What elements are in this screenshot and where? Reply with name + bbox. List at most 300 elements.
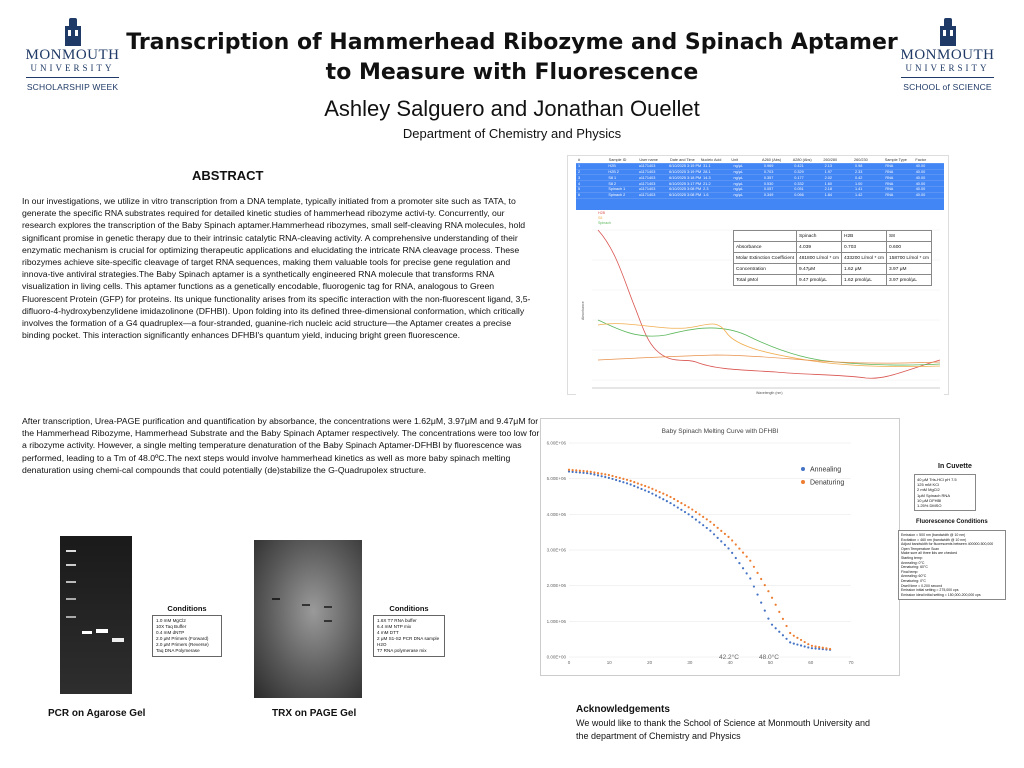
logo-subtitle: SCHOOL of SCIENCE: [903, 82, 992, 92]
sample-table-cell: 6: [578, 193, 581, 198]
denaturing-point: [709, 521, 711, 523]
table-row: [734, 253, 932, 264]
agarose-gel-image: [60, 536, 132, 694]
concentration-table-wrapper: [733, 230, 932, 286]
fluor-line: Starting temp:: [901, 555, 923, 560]
sample-table-cell: H2B: [608, 164, 616, 169]
table-cell: 9.47μM: [797, 264, 842, 275]
denaturing-point: [604, 473, 606, 475]
conditions-box: [373, 615, 445, 657]
col-header: Sample ID: [608, 158, 627, 163]
spectrum-xlabel: Wavelength (nm): [756, 391, 783, 395]
annealing-point: [731, 552, 733, 554]
denaturing-point: [804, 641, 806, 643]
gel1-conditions: [152, 604, 222, 657]
denaturing-point: [724, 533, 726, 535]
sample-table-cell: 6/10/2025 3:08 PM: [669, 187, 702, 192]
table-cell: H2B: [842, 231, 887, 242]
annealing-point: [637, 486, 639, 488]
col-header: 260/280: [823, 158, 838, 163]
denaturing-point: [796, 637, 798, 639]
sample-table-cell: RNA: [885, 169, 894, 174]
sample-table-cell: 0.177: [794, 175, 804, 180]
fluor-line: Emission = 500 nm (bandwidth @ 10 nm): [901, 533, 966, 537]
annealing-point: [601, 475, 603, 477]
fluor-line: Make sure all three lids are checked: [901, 551, 958, 556]
annealing-point: [698, 521, 700, 523]
cuvette-line: 40 μM Tris-HCl pH 7.5: [917, 477, 957, 482]
table-row: [734, 275, 932, 286]
cuvette-line: 2 mM MgCl2: [917, 487, 940, 493]
table-cell: S8: [887, 231, 932, 242]
denaturing-point: [738, 547, 740, 549]
denaturing-point: [720, 530, 722, 532]
annealing-point: [800, 644, 802, 646]
table-cell: 0.600: [887, 242, 932, 253]
annealing-point: [680, 509, 682, 511]
sample-table-cell: u1171403: [638, 181, 656, 186]
x-tick-label: 60: [808, 660, 814, 665]
table-row: [734, 231, 932, 242]
acknowledgements-heading: Acknowledgements: [576, 704, 670, 715]
x-tick-label: 50: [767, 660, 773, 665]
sample-table-cell: 1: [578, 164, 581, 169]
sample-table-cell: 1.42: [854, 193, 863, 198]
x-tick-label: 10: [606, 660, 612, 665]
denaturing-point: [811, 645, 813, 647]
sample-table-cell: 40.00: [915, 169, 926, 174]
sample-table-cell: 0.98: [854, 164, 863, 169]
sample-table-cell: 1.84: [824, 193, 832, 198]
denaturing-point: [597, 472, 599, 474]
annealing-point: [593, 473, 595, 475]
denaturing-point: [691, 508, 693, 510]
sample-table-cell: RNA: [885, 193, 894, 198]
denaturing-point: [742, 552, 744, 554]
annealing-point: [662, 498, 664, 500]
table-cell: 1.62 μM: [842, 264, 887, 275]
sample-table-cell: 2.02: [824, 175, 832, 180]
logo-university: UNIVERSITY: [26, 63, 119, 78]
y-tick-label: 3.00E+06: [546, 547, 566, 553]
fluor-line: Final temp:: [901, 569, 919, 574]
annealing-point: [677, 506, 679, 508]
fluorescence-box: [898, 530, 1006, 600]
sample-table-cell: 0.530: [763, 181, 774, 186]
denaturing-point: [608, 474, 610, 476]
denaturing-point: [800, 639, 802, 641]
department: Department of Chemistry and Physics: [402, 126, 622, 141]
denaturing-point: [644, 485, 646, 487]
condition-line: 1.6X T7 RNA buffer: [377, 618, 417, 623]
legend-label-annealing: Annealing: [810, 466, 842, 474]
sample-table-row[interactable]: [576, 193, 944, 199]
denaturing-point: [746, 556, 748, 558]
annealing-point: [767, 618, 769, 620]
sample-table-cell: u1171403: [638, 193, 656, 198]
denaturing-point: [825, 647, 827, 649]
denaturing-point: [633, 481, 635, 483]
annealing-point: [764, 610, 766, 612]
logo-name: MONMOUTH: [900, 47, 995, 63]
annealing-point: [789, 641, 791, 643]
denaturing-point: [814, 645, 816, 647]
denaturing-point: [727, 536, 729, 538]
sample-table-cell: 0.357: [763, 175, 774, 180]
condition-line: 2.0 μM Primers (Forward): [156, 636, 209, 641]
sample-table-cell: 40.00: [915, 164, 926, 169]
sample-table-cell: 1.97: [824, 169, 832, 174]
authors: Ashley Salguero and Jonathan Ouellet: [324, 96, 700, 121]
annealing-point: [604, 476, 606, 478]
x-tick-label: 20: [647, 660, 653, 665]
y-tick-label: 5.00E+06: [546, 476, 566, 482]
sample-table-cell: RNA: [885, 175, 894, 180]
fluor-line: Adjust bandwidth for fluorescents between 400000-500,000: [901, 542, 994, 547]
table-cell: 481800 L/mol * cm: [797, 253, 842, 264]
denaturing-point: [818, 646, 820, 648]
sample-table-cell: ng/μL: [733, 169, 744, 174]
annealing-point: [793, 642, 795, 644]
denaturing-point: [572, 469, 574, 471]
sample-table-cell: 0.703: [763, 169, 774, 174]
annealing-point: [735, 557, 737, 559]
annealing-point: [659, 496, 661, 498]
denaturing-point: [662, 493, 664, 495]
annealing-point: [695, 519, 697, 521]
denaturing-point: [695, 511, 697, 513]
legend-h2b: H2B: [598, 211, 605, 215]
sample-table-cell: 5: [578, 187, 581, 192]
denaturing-point: [782, 618, 784, 620]
table-cell: 433200 L/mol * cm: [842, 253, 887, 264]
denaturing-point: [666, 494, 668, 496]
col-header: 260/230: [854, 158, 868, 163]
col-header: A260 (Abs): [762, 158, 782, 163]
annealing-point: [688, 513, 690, 515]
denaturing-point: [793, 635, 795, 637]
fluor-line: Denaturing: 0°C: [901, 578, 926, 583]
denaturing-point: [579, 470, 581, 472]
fluor-line: Annealing: 60°C: [901, 574, 927, 579]
sample-table-cell: u1171403: [638, 169, 656, 174]
denaturing-point: [706, 518, 708, 520]
denaturing-point: [593, 471, 595, 473]
annealing-point: [804, 645, 806, 647]
table-cell: 3.97 μM: [887, 264, 932, 275]
col-header: User name: [639, 158, 658, 163]
sample-table-cell: ng/μL: [733, 164, 744, 169]
y-tick-label: 2.00E+06: [546, 583, 566, 589]
annealing-point: [771, 624, 773, 626]
annealing-point: [720, 540, 722, 542]
col-header: Sample Type: [884, 158, 907, 163]
denaturing-point: [789, 632, 791, 634]
col-header: Nucleic Acid: [700, 158, 722, 163]
denaturing-point: [731, 539, 733, 541]
condition-line: 10X Taq Buffer: [156, 624, 187, 629]
nanodrop-sample-table: [576, 158, 944, 210]
sample-table-cell: ng/μL: [733, 193, 744, 198]
denaturing-point: [713, 524, 715, 526]
concentration-table: [733, 230, 932, 286]
fluor-line: Emission ideal initial setting = 150,000-200,000 cps: [901, 592, 981, 597]
annealing-point: [597, 474, 599, 476]
poster-title: [120, 28, 904, 88]
table-cell: Total pMol: [734, 275, 797, 286]
annealing-point: [626, 482, 628, 484]
x-tick-label: 30: [687, 660, 693, 665]
sample-table-cell: 2.3: [703, 187, 709, 192]
sample-table-cell: 2.33: [854, 169, 863, 174]
annealing-point: [615, 479, 617, 481]
annealing-point: [651, 493, 653, 495]
denaturing-point: [753, 566, 755, 568]
denaturing-point: [775, 604, 777, 606]
sample-table-cell: RNA: [885, 164, 894, 169]
x-tick-label: 40: [727, 660, 733, 665]
logo-name: MONMOUTH: [25, 47, 120, 63]
abstract-heading: ABSTRACT: [192, 168, 264, 183]
annealing-point: [648, 491, 650, 493]
fluor-line: Open Temperature Scan: [901, 546, 940, 551]
annealing-point: [785, 638, 787, 640]
sample-table-cell: 0.051: [794, 187, 804, 192]
condition-line: 6.4 mM NTP mix: [377, 624, 412, 629]
sample-table-cell: 0.066: [794, 193, 804, 198]
table-cell: 3.97 pmol/μL: [887, 275, 932, 286]
annealing-point: [666, 500, 668, 502]
annotation-denaturing-tm: 48.0°C: [759, 654, 779, 661]
condition-line: 1.0 mM MgCl2: [156, 618, 186, 623]
table-cell: 9.47 pmol/μL: [797, 275, 842, 286]
sample-table-cell: 28.1: [703, 169, 711, 174]
sample-table-cell: 40.00: [915, 193, 926, 198]
abstract-paragraph-2: After transcription, Urea-PAGE purification and quantification by absorbance, the concentrations were 1.62μM, 3.97μM and 9.47μM for the Hammerhead Ribozyme, Hammerhead Substrate and the Baby Spinach Aptamer respectively. The concentrations were too low for a ribozyme activity. However, a single melting temperature denaturation of the Baby Spinach Aptamer-DFHBI by fluorescence was performed, leading to a Tm of 48.0ºC.The next steps would involve hammerhead kinetics as well as more baby spinach melting denaturation using chemi-cal compounds that could potentially (de)stabilize the G-Quadrupolex structure.: [22, 416, 540, 475]
sample-table-cell: 2.13: [824, 164, 832, 169]
acknowledgements-text: We would like to thank the School of Science at Monmouth University and the department of Chemistry and Physics: [576, 718, 870, 741]
sample-table-cell: 21.2: [703, 181, 711, 186]
sample-table-cell: H2B 2: [608, 169, 619, 174]
table-cell: Concentration: [734, 264, 797, 275]
conditions-box: [152, 615, 222, 657]
denaturing-point: [767, 590, 769, 592]
condition-line: T7 RNA polymerase mix: [377, 648, 427, 653]
denaturing-point: [640, 484, 642, 486]
denaturing-point: [688, 506, 690, 508]
logo-university: UNIVERSITY: [901, 63, 994, 78]
sample-table-cell: 1.00: [854, 181, 863, 186]
annealing-point: [611, 478, 613, 480]
col-header: #: [578, 158, 581, 163]
logo-left: [20, 18, 125, 92]
annealing-point: [796, 643, 798, 645]
cuvette-box: [914, 474, 976, 511]
denaturing-point: [778, 611, 780, 613]
sample-table-cell: ng/μL: [733, 187, 744, 192]
sample-table-cell: ng/μL: [733, 181, 744, 186]
sample-table-cell: 6/10/2025 3:08 PM: [669, 193, 702, 198]
denaturing-point: [680, 502, 682, 504]
melting-curve-chart: [541, 419, 899, 675]
denaturing-point: [785, 625, 787, 627]
annealing-point: [727, 547, 729, 549]
annealing-point: [814, 647, 816, 649]
table-cell: Spinach: [797, 231, 842, 242]
denaturing-point: [615, 476, 617, 478]
annealing-point: [782, 634, 784, 636]
sample-table-cell: Spinach 1: [608, 187, 626, 192]
tower-icon: [937, 18, 959, 46]
sample-table-cell: S8 1: [608, 175, 617, 180]
denaturing-point: [829, 648, 831, 650]
condition-line: Taq DNA Polymerase: [156, 648, 200, 653]
fluorescence-title: Fluorescence Conditions: [916, 519, 988, 525]
sample-table-cell: 0.349: [763, 193, 774, 198]
denaturing-point: [702, 516, 704, 518]
annealing-point: [760, 602, 762, 604]
conditions-title: Conditions: [389, 604, 429, 613]
sample-table-cell: 4: [578, 181, 581, 186]
logo-right: [895, 18, 1000, 92]
denaturing-point: [611, 475, 613, 477]
fluor-line: Denaturing: 60°C: [901, 565, 928, 570]
sample-table-cell: Spinach 2: [608, 193, 626, 198]
denaturing-point: [771, 597, 773, 599]
annotation-annealing-tm: 42.2°C: [719, 654, 739, 661]
denaturing-point: [807, 643, 809, 645]
denaturing-point: [648, 486, 650, 488]
denaturing-point: [637, 482, 639, 484]
sample-table-cell: ng/μL: [733, 175, 744, 180]
condition-line: 2.0 μM Primers (Reverse): [156, 642, 209, 647]
fluor-line: Dwell time = 0.200 second: [901, 583, 943, 588]
annealing-point: [655, 494, 657, 496]
denaturing-point: [735, 543, 737, 545]
cuvette-line: 1μM Spinach RNA: [917, 492, 950, 498]
sample-table-cell: RNA: [885, 187, 894, 192]
cuvette-title: In Cuvette: [938, 463, 972, 470]
denaturing-point: [622, 478, 624, 480]
chart-legend: [801, 467, 844, 487]
denaturing-point: [673, 498, 675, 500]
denaturing-point: [677, 500, 679, 502]
title-line-1: Transcription of Hammerhead Ribozyme and Spinach Aptamer: [126, 30, 898, 55]
sample-table-cell: RNA: [885, 181, 894, 186]
col-header: Date and Time: [670, 158, 695, 163]
sample-table-cell: 40.00: [915, 175, 926, 180]
fluor-line: Emission initial setting = 275,000 cps: [901, 588, 959, 593]
legend-s8: S8: [598, 216, 603, 220]
sample-table-cell: 1.41: [854, 187, 863, 192]
abstract-paragraph-1: In our investigations, we utilize in vitro transcription from a DNA template, typically initiated from a promoter site such as TATA, to generate the specific RNA substrates required for detailed kinetic studies of hammerhead ribozyme activi-ty. Concurrently, our research explores the transcription of the Baby Spinach aptamer.Hammerhead ribozymes, small self-cleaving RNA molecules, hold significant promise in genetic therapy due to their intrinsic catalytic RNA-cleaving activity. A comprehensive understanding of their enzymatic mechanism is crucial for optimizing therapeutic applications and elucidating the intricate RNA cleavage process. These ribozymes achieve site-specific cleavage of target RNA sequences, making them valuable tools for precise gene regulation and innova-tive antiviral strategies.The Baby Spinach aptamer is a synthetically engineered RNA molecule that transforms RNA visualization in living cells. This aptamer functions as a genetically encodable, fluorogenic tag for RNA, analogous to Green Fluorescent Protein (GFP) for proteins. Its unique functionality arises from its specific interaction with the non-fluorescent ligand, 3,5-difluoro-4-hydroxybenzylidene imidazolinone (DFHBI). Upon folding into its defined three-dimensional conformation, which critically involves the formation of a G4 quadruplex—a four-stranded, guanine-rich nucleic acid structure—the Aptamer creates a precise binding pocket. This interaction significantly enhances DFHBI's quantum yield, inducing bright green fluorescence.: [22, 196, 531, 341]
denaturing-point: [749, 560, 751, 562]
y-tick-label: 0.00E+00: [546, 654, 566, 660]
denaturing-point: [601, 473, 603, 475]
denaturing-point: [764, 584, 766, 586]
fluor-line: Annealing: 0°C: [901, 560, 925, 565]
sample-table-cell: 1.60: [824, 181, 832, 186]
sample-table-cell: 6/10/2025 3:19 PM: [669, 169, 702, 174]
denaturing-point: [659, 491, 661, 493]
x-tick-label: 0: [567, 660, 571, 665]
denaturing-point: [698, 513, 700, 515]
annealing-point: [630, 483, 632, 485]
sample-table-cell: 6/10/2025 3:17 PM: [669, 181, 702, 186]
annealing-point: [724, 544, 726, 546]
table-cell: Molar Extinction Coefficient: [734, 253, 797, 264]
conditions-title: Conditions: [167, 604, 207, 613]
denaturing-point: [760, 578, 762, 580]
denaturing-point: [626, 479, 628, 481]
annealing-point: [644, 489, 646, 491]
annealing-point: [619, 480, 621, 482]
sample-table-cell: u1171403: [638, 187, 656, 192]
sample-table-cell: S8 2: [608, 181, 617, 186]
annealing-point: [673, 504, 675, 506]
sample-table-cell: 0.969: [763, 164, 774, 169]
annealing-point: [807, 646, 809, 648]
denaturing-point: [586, 470, 588, 472]
annealing-point: [706, 527, 708, 529]
annealing-point: [709, 530, 711, 532]
cuvette-line: 125 mM KCl: [917, 482, 940, 488]
sample-table-cell: 40.00: [915, 181, 926, 186]
denaturing-point: [568, 469, 570, 471]
annealing-point: [684, 511, 686, 513]
table-row: [734, 264, 932, 275]
denaturing-point: [669, 496, 671, 498]
denaturing-point: [582, 470, 584, 472]
legend-marker-annealing: [801, 467, 805, 471]
sample-table-cell: 2.18: [824, 187, 832, 192]
annealing-point: [669, 502, 671, 504]
sample-table-cell: 1.6: [703, 193, 709, 198]
annealing-point: [608, 477, 610, 479]
sample-table-cell: 6/10/2025 3:18 PM: [669, 175, 702, 180]
x-tick-label: 70: [848, 660, 854, 665]
table-cell: 158700 L/mol * cm: [887, 253, 932, 264]
annealing-point: [702, 524, 704, 526]
sample-table-cell: u1171403: [638, 164, 656, 169]
annealing-point: [775, 627, 777, 629]
annealing-point: [811, 647, 813, 649]
table-cell: [734, 231, 797, 242]
gel2-caption: TRX on PAGE Gel: [272, 708, 357, 719]
denaturing-point: [651, 488, 653, 490]
sample-table-cell: 0.332: [794, 181, 804, 186]
page-gel-image: [254, 540, 362, 698]
sample-table-cell: 0.42: [854, 175, 863, 180]
col-header: Factor: [915, 158, 927, 163]
condition-line: 4 mM DTT: [377, 630, 399, 635]
sample-table-cell: 31.1: [703, 164, 711, 169]
denaturing-point: [575, 469, 577, 471]
sample-table-cell: 40.00: [915, 187, 926, 192]
denaturing-point: [684, 504, 686, 506]
tower-icon: [62, 18, 84, 46]
denaturing-point: [590, 471, 592, 473]
annealing-point: [778, 631, 780, 633]
sample-table-cell: 0.057: [763, 187, 774, 192]
spectrum-ylabel: Absorbance: [581, 301, 585, 320]
table-row: [734, 242, 932, 253]
gel2-conditions: [373, 604, 445, 657]
annealing-point: [749, 577, 751, 579]
gel1-caption: PCR on Agarose Gel: [48, 708, 146, 719]
annealing-point: [633, 485, 635, 487]
annealing-point: [756, 593, 758, 595]
